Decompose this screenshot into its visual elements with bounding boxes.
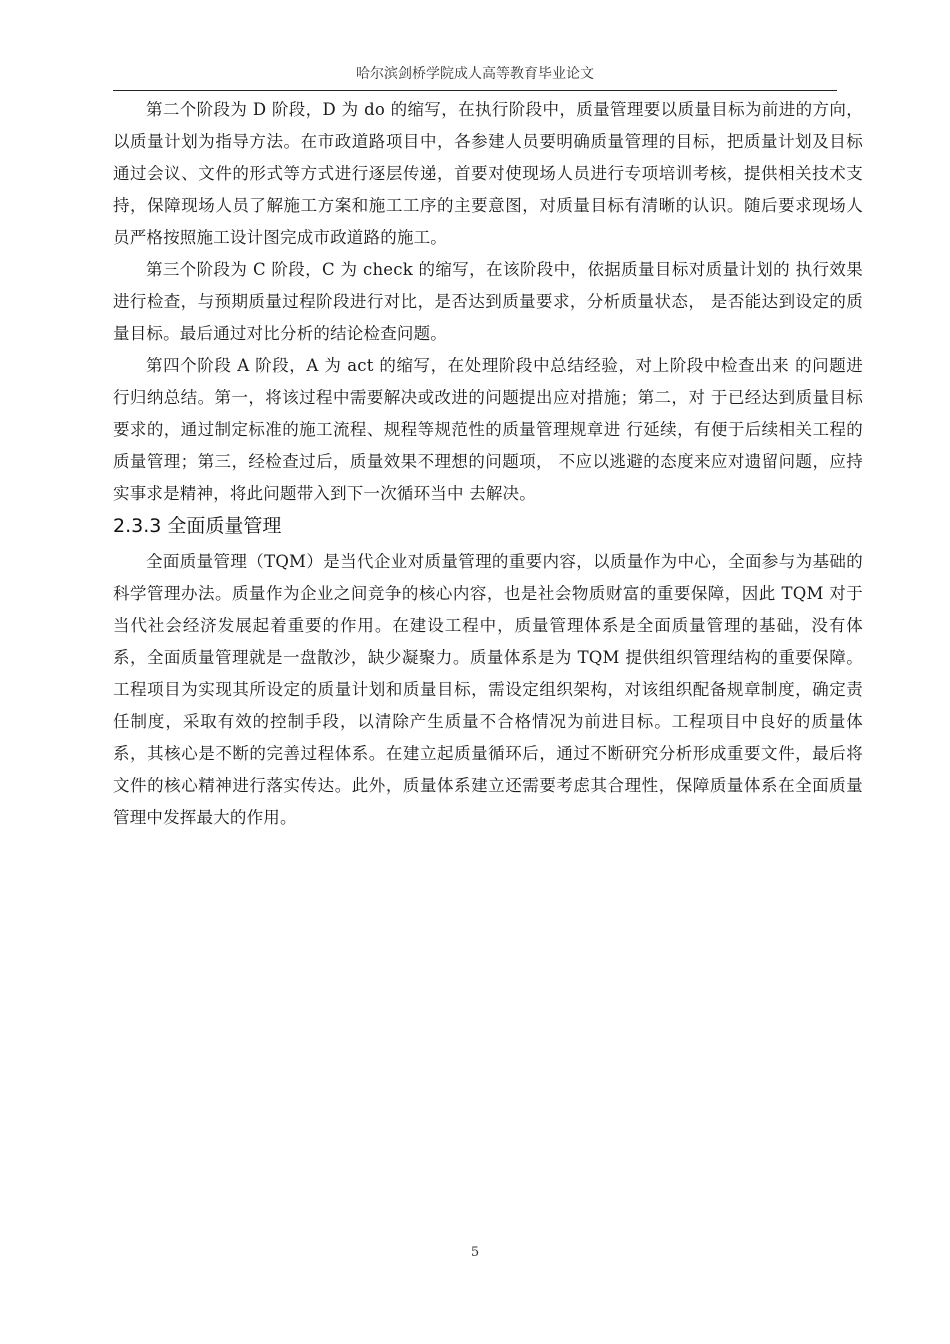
running-header: 哈尔滨剑桥学院成人高等教育毕业论文: [356, 66, 594, 82]
header-rule: [113, 90, 837, 91]
paragraph-act-stage: 第四个阶段 A 阶段，A 为 act 的缩写，在处理阶段中总结经验，对上阶段中检查出来 的问题进行归纳总结。第一，将该过程中需要解决或改进的问题提出应对措施；第二，对 于已经达到质量目标要求的，通过制定标准的施工流程、规程等规范性的质量管理规章进 行延续，有便于后续相关工程的质量管理；第三，经检查过后，质量效果不理想的问题项， 不应以逃避的态度来应对遗留问题，应持实事求是精神，将此问题带入到下一次循环当中 去解决。: [113, 356, 863, 503]
paragraph-tqm: 全面质量管理（TQM）是当代企业对质量管理的重要内容，以质量作为中心，全面参与为基础的科学管理办法。质量作为企业之间竞争的核心内容，也是社会物质财富的重要保障，因此 TQM 对于当代社会经济发展起着重要的作用。在建设工程中，质量管理体系是全面质量管理的基础，没有体系，全面质量管理就是一盘散沙，缺少凝聚力。质量体系是为 TQM 提供组织管理结构的重要保障。工程项目为实现其所设定的质量计划和质量目标，需设定组织架构，对该组织配备规章制度，确定责任制度，采取有效的控制手段，以清除产生质量不合格情况为前进目标。工程项目中良好的质量体系，其核心是不断的完善过程体系。在建立起质量循环后，通过不断研究分析形成重要文件，最后将文件的核心精神进行落实传达。此外，质量体系建立还需要考虑其合理性，保障质量体系在全面质量管理中发挥最大的作用。: [113, 552, 863, 827]
section-heading-tqm: 2.3.3 全面质量管理: [113, 515, 282, 537]
body-text: [113, 94, 863, 834]
paragraph-do-stage: 第二个阶段为 D 阶段，D 为 do 的缩写，在执行阶段中，质量管理要以质量目标为前进的方向，以质量计划为指导方法。在市政道路项目中，各参建人员要明确质量管理的目标，把质量计划及目标通过会议、文件的形式等方式进行逐层传递，首要对使现场人员进行专项培训考核，提供相关技术支持，保障现场人员了解施工方案和施工工序的主要意图，对质量目标有清晰的认识。随后要求现场人员严格按照施工设计图完成市政道路的施工。: [113, 100, 863, 247]
page-number: 5: [470, 1245, 480, 1260]
paragraph-check-stage: 第三个阶段为 C 阶段，C 为 check 的缩写，在该阶段中，依据质量目标对质量计划的 执行效果进行检查，与预期质量过程阶段进行对比，是否达到质量要求，分析质量状态， 是否能达到设定的质量目标。最后通过对比分析的结论检查问题。: [113, 260, 863, 343]
